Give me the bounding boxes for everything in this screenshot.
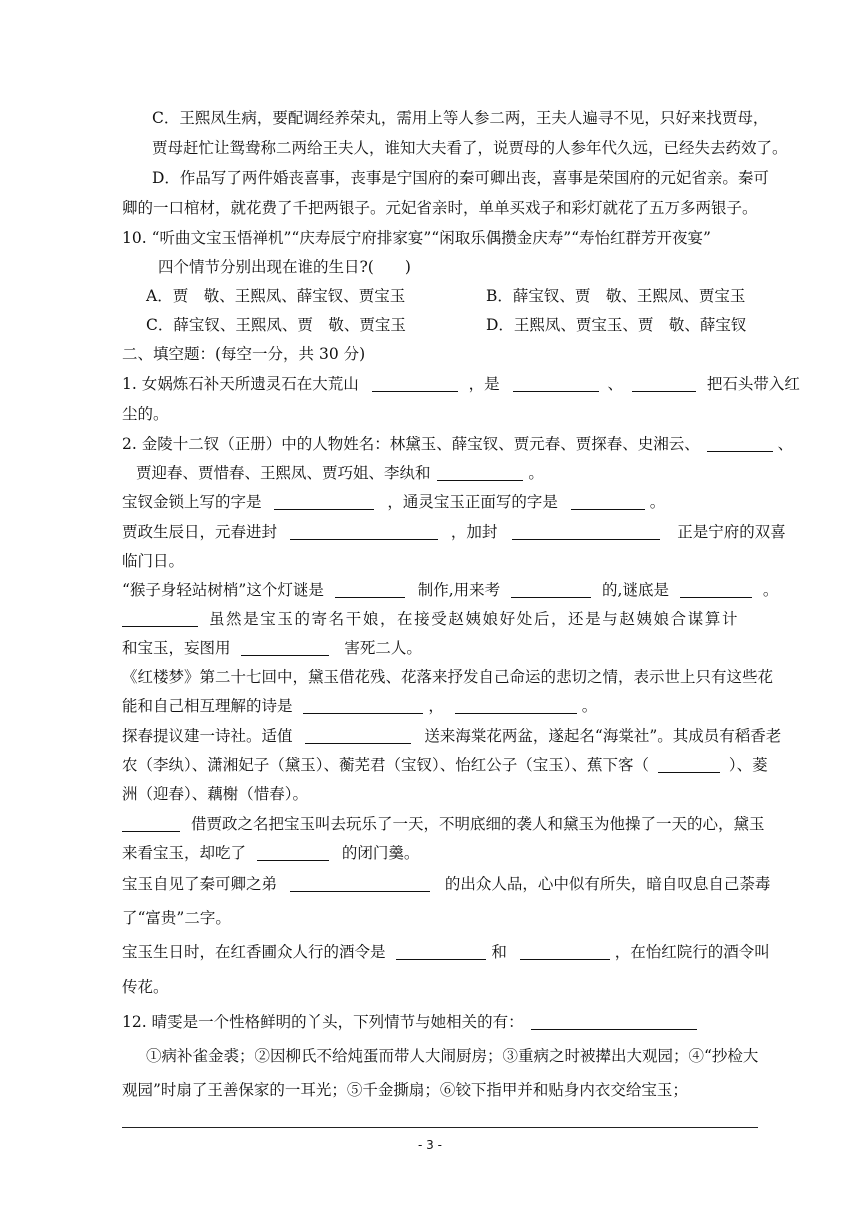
fill-5-text-a: “猴子身轻站树梢”这个灯谜是 [122,581,324,599]
fill-8-text-c: 农（李纨）、潇湘妃子（黛玉）、蘅芜君（宝钗）、怡红公子（宝玉）、蕉下客（ [122,756,650,774]
fill-1-text-d: 把石头带入红 [706,375,800,393]
option-d-line-2: 卿的一口棺材，就花费了千把两银子。元妃省亲时，单单买戏子和彩灯就花了五万多两银子。 [122,199,758,217]
fill-5-line [122,580,778,600]
fill-11-blank-2[interactable] [520,943,610,960]
fill-8-text-b: 送来海棠花两盆，遂起名“海棠社”。其成员有稻香老 [424,727,782,745]
fill-10-text-a: 宝玉自见了秦可卿之弟 [122,875,278,893]
page-number: - 3 - [418,1138,442,1152]
question-10-option-b: B．薛宝钗、贾 敬、王熙凤、贾宝玉 [486,287,746,305]
fill-4-blank-1[interactable] [290,523,438,540]
fill-4-line-2: 临门日。 [122,552,185,570]
fill-6-text-b: 和宝玉，妄图用 [122,639,231,657]
option-c-line-1: C．王熙凤生病，要配调经养荣丸，需用上等人参二两，王夫人遍寻不见，只好来找贾母， [152,109,769,127]
fill-10-line-2: 了“富贵”二字。 [122,909,231,927]
fill-10-text-b: 的出众人品，心中似有所失，暗自叹息自己荼毒 [444,875,771,893]
question-12-stem [122,1012,697,1032]
fill-11-line-2: 传花。 [122,978,169,996]
fill-1-line-1 [122,374,800,394]
fill-5-blank-1[interactable] [335,581,405,598]
fill-9-text-c: 的闭门羹。 [341,844,420,862]
fill-5-text-c: 的,谜底是 [602,581,669,599]
fill-1-blank-2[interactable] [513,375,599,392]
fill-8-text-d: ）、菱 [728,756,768,774]
fill-8-blank-1[interactable] [305,727,411,744]
fill-9-blank-1[interactable] [122,815,180,832]
fill-11-text-b: 和 [491,943,507,961]
fill-3-line [122,492,665,512]
fill-11-text-c: ，在怡红院行的酒令叫 [614,943,770,961]
question-10-subquestion: 四个情节分别出现在谁的生日?( ) [158,258,411,276]
fill-11-line-1 [122,942,770,962]
option-d-line-1: D．作品写了两件婚丧喜事，丧事是宁国府的秦可卿出丧，喜事是荣国府的元妃省亲。秦可 [152,169,769,187]
fill-5-text-d: 。 [762,581,779,599]
fill-7-line-1: 《红楼梦》第二十七回中，黛玉借花残、花落来抒发自己命运的悲切之情，表示世上只有这些花 [122,668,774,686]
option-c-line-2: 贾母赶忙让鸳鸯称二两给王夫人，谁知大夫看了，说贾母的人参年代久远，已经失去药效了。 [152,139,788,157]
fill-5-blank-3[interactable] [680,581,752,598]
fill-2-line-1 [122,434,793,454]
fill-6-text-c: 害死二人。 [344,639,422,657]
fill-7-text-d: 。 [581,697,598,715]
fill-1-text-a: 1. 女娲炼石补天所遗灵石在大荒山 [122,375,359,393]
fill-7-text-b: 能和自己相互理解的诗是 [122,697,293,715]
fill-11-text-a: 宝玉生日时，在红香圃众人行的酒令是 [122,943,386,961]
fill-4-text-b: ，加封 [450,523,498,541]
fill-5-blank-2[interactable] [511,581,591,598]
question-10-stem: 10. “听曲文宝玉悟禅机”“庆寿辰宁府排家宴”“闲取乐偶攒金庆寿”“寿怡红群芳开夜宴” [122,229,711,247]
fill-1-line-2: 尘的。 [122,405,169,423]
fill-11-blank-1[interactable] [396,943,486,960]
fill-7-text-c: ， [428,697,444,715]
fill-2-text-a: 2. 金陵十二钗（正册）中的人物姓名：林黛玉、薛宝钗、贾元春、贾探春、史湘云、 [122,435,700,453]
fill-7-blank-2[interactable] [455,697,577,714]
fill-4-line-1 [122,522,786,542]
fill-2-blank-1[interactable] [707,435,773,452]
section-2-heading: 二、填空题：(每空一分，共 30 分) [122,345,366,363]
fill-8-blank-2[interactable] [658,756,720,773]
fill-3-text-c: 。 [649,493,666,511]
fill-1-blank-1[interactable] [372,375,458,392]
fill-4-text-a: 贾政生辰日，元春进封 [122,523,278,541]
fill-8-line-2 [122,755,768,775]
fill-9-text-b: 来看宝玉，却吃了 [122,844,247,862]
question-12-stem-text: 12. 晴雯是一个性格鲜明的丫头，下列情节与她相关的有： [122,1013,524,1031]
fill-2-blank-2[interactable] [437,464,523,481]
fill-9-line-1 [122,814,764,834]
question-12-options-line-2: 观园”时扇了王善保家的一耳光；⑤千金撕扇；⑥铰下指甲并和贴身内衣交给宝玉； [122,1081,688,1099]
fill-10-line-1 [122,874,770,894]
fill-6-line-1 [122,609,739,629]
fill-1-blank-3[interactable] [632,375,696,392]
fill-8-text-a: 探春提议建一诗社。适值 [122,727,293,745]
fill-1-text-c: 、 [607,375,623,393]
fill-6-blank-1[interactable] [122,610,198,627]
fill-8-line-3: 洲（迎春）、藕榭（惜春）。 [122,785,309,803]
fill-6-text-a: 虽然是宝玉的寄名干娘，在接受赵姨娘好处后，还是与赵姨娘合谋算计 [208,610,740,628]
fill-6-blank-2[interactable] [241,639,329,656]
question-12-options-line-1: ①病补雀金裘；②因柳氏不给炖蛋而带人大闹厨房；③重病之时被撵出大观园；④“抄检大 [146,1047,759,1065]
question-10-option-c: C．薛宝钗、王熙凤、贾 敬、贾宝玉 [146,316,406,334]
question-10-option-a: A．贾 敬、王熙凤、薛宝钗、贾宝玉 [146,287,406,305]
fill-5-text-b: 制作,用来考 [417,581,501,599]
fill-3-blank-2[interactable] [571,493,645,510]
fill-8-line-1 [122,726,781,746]
fill-7-line-2 [122,696,597,716]
fill-4-text-c: 正是宁府的双喜 [677,523,786,541]
fill-4-blank-2[interactable] [512,523,660,540]
question-10-option-d: D．王熙凤、贾宝玉、贾 敬、薛宝钗 [486,316,747,334]
fill-3-blank-1[interactable] [274,493,374,510]
fill-10-blank-1[interactable] [290,875,430,892]
fill-2-text-c: 贾迎春、贾惜春、王熙凤、贾巧姐、李纨和 [136,464,431,482]
fill-6-line-2 [122,638,422,658]
fill-1-text-b: ，是 [468,375,500,393]
question-12-answer-blank[interactable] [531,1013,697,1030]
fill-2-text-d: 。 [528,464,544,482]
fill-3-text-b: ，通灵宝玉正面写的字是 [387,493,558,511]
fill-3-text-a: 宝钗金锁上写的字是 [122,493,262,511]
fill-9-line-2 [122,843,419,863]
fill-2-text-b: 、 [777,435,794,453]
fill-9-text-a: 借贾政之名把宝玉叫去玩乐了一天，不明底细的袭人和黛玉为他操了一天的心，黛玉 [190,815,765,833]
footer-divider [122,1127,758,1128]
fill-9-blank-2[interactable] [257,844,329,861]
fill-2-line-2 [136,463,544,483]
fill-7-blank-1[interactable] [303,697,423,714]
